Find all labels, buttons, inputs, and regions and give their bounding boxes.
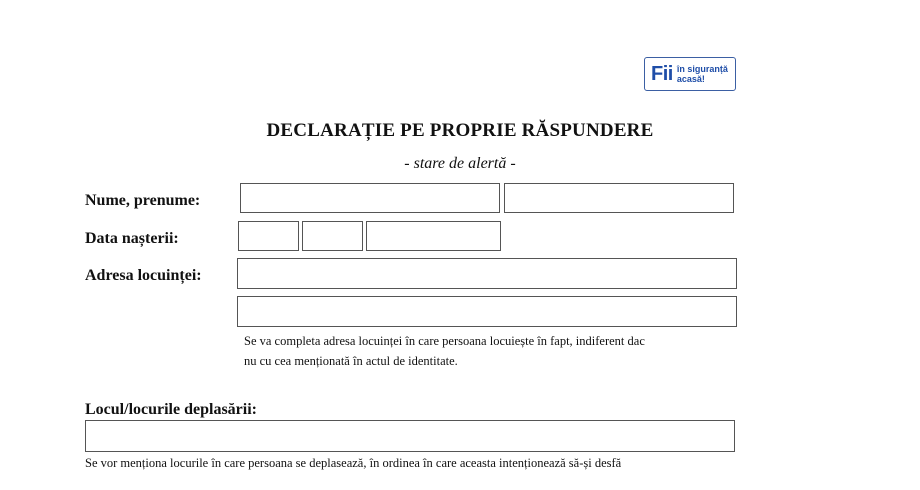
birth-month-field[interactable]: [302, 221, 363, 251]
address-note-line2: nu cu cea menționată în actul de identitate.: [244, 354, 458, 368]
logo-tagline: în siguranță acasă!: [676, 64, 728, 84]
birth-date-label: Data nașterii:: [85, 230, 179, 247]
address-note-line1: Se va completa adresa locuinței în care persoana locuiește în fapt, indiferent dac: [244, 334, 645, 348]
places-label: Locul/locurile deplasării:: [85, 401, 257, 418]
address-field-line1[interactable]: [237, 258, 737, 289]
places-field[interactable]: [85, 420, 735, 452]
address-label: Adresa locuinței:: [85, 267, 202, 284]
name-label: Nume, prenume:: [85, 192, 201, 209]
address-field-line2[interactable]: [237, 296, 737, 327]
places-note: Se vor menționa locurile în care persoana se deplasează, în ordinea în care aceasta intenționează să-și desfă: [85, 456, 622, 470]
fii-in-siguranta-logo: [644, 57, 736, 91]
first-name-field[interactable]: [504, 183, 734, 213]
birth-day-field[interactable]: [238, 221, 299, 251]
logo-brand: Fii: [651, 62, 673, 85]
last-name-field[interactable]: [240, 183, 500, 213]
birth-year-field[interactable]: [366, 221, 501, 251]
page-subtitle: - stare de alertă -: [404, 155, 516, 172]
page-title: DECLARAȚIE PE PROPRIE RĂSPUNDERE: [266, 120, 654, 141]
